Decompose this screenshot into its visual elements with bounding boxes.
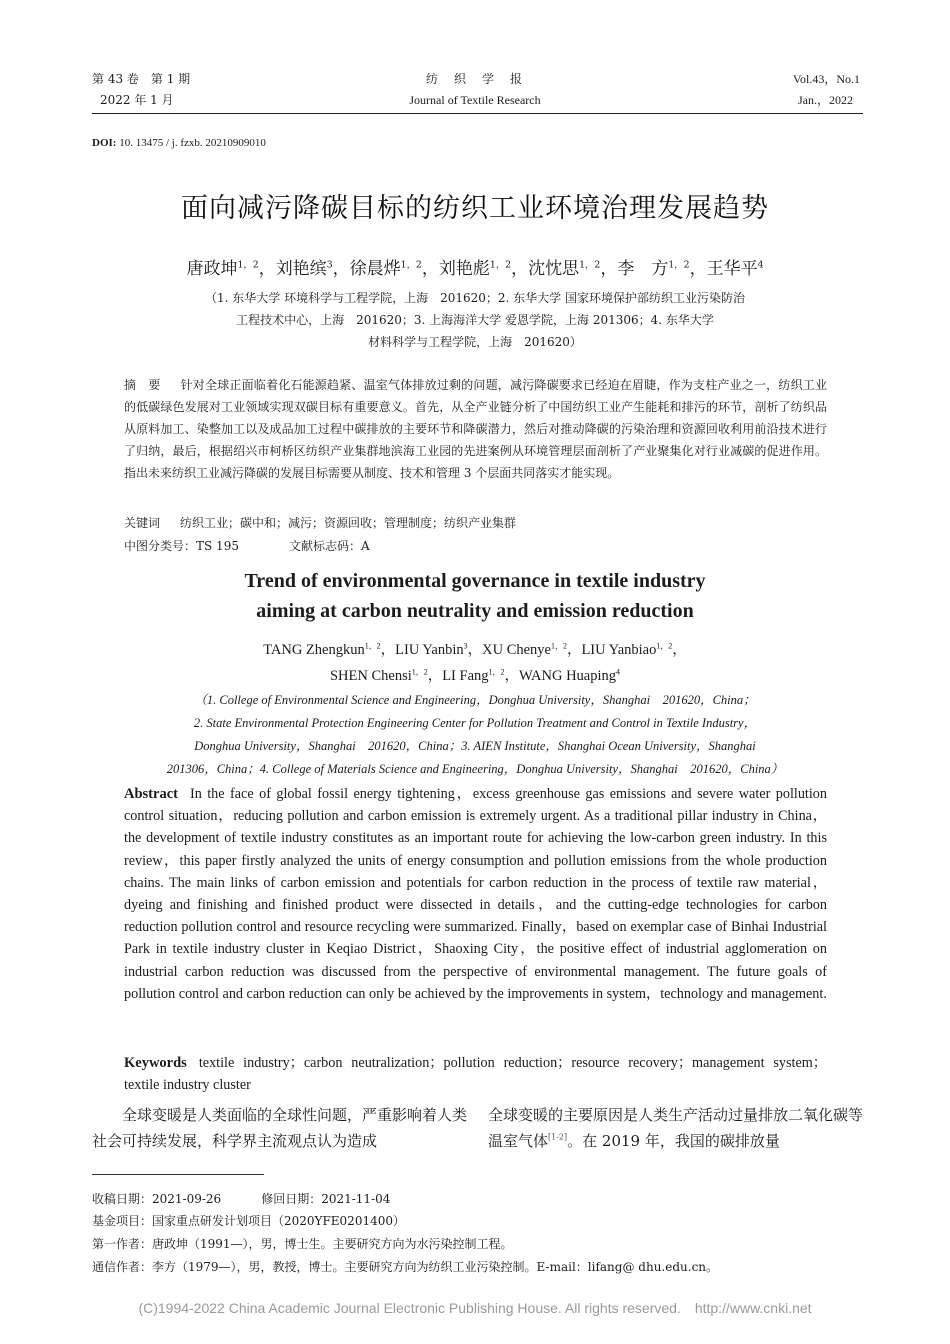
abstract-cn-label: 摘 要 xyxy=(124,378,161,392)
author-affiliation-mark: 1，2 xyxy=(668,259,690,271)
author-affiliation-mark: 1，2 xyxy=(489,259,512,271)
header-month: Jan.，2022 xyxy=(798,93,853,107)
abstract-en xyxy=(124,783,827,1005)
author-list-en xyxy=(0,664,950,685)
author-separator: ， xyxy=(421,259,439,279)
author-separator: ， xyxy=(566,642,582,658)
author-affiliation-mark: 1，2 xyxy=(551,641,567,651)
author-affiliation-mark: 1，2 xyxy=(237,259,259,271)
author-separator: ， xyxy=(511,259,529,279)
author-name: 唐政坤 xyxy=(186,259,238,279)
received-date: 收稿日期：2021-09-26 xyxy=(92,1192,222,1206)
author-separator: ， xyxy=(600,259,618,279)
keywords-en-label: Keywords xyxy=(124,1055,187,1071)
header-issue: 第 43 卷 第 1 期 xyxy=(92,72,191,86)
footnote-rule xyxy=(92,1174,264,1175)
author-separator: ， xyxy=(427,668,443,684)
doc-code-value: A xyxy=(360,539,370,553)
keywords-cn-text: 纺织工业；碳中和；减污；资源回收；管理制度；纺织产业集群 xyxy=(180,516,517,530)
author-name: 刘艳彪 xyxy=(438,259,490,279)
abstract-cn-text: 针对全球正面临着化石能源趋紧、温室气体排放过剩的问题，减污降碳要求已经迫在眉睫，作为支柱产业之一，纺织工业的低碳绿色发展对工业领域实现双碳目标有重要意义。首先，从全产业链分析了中国纺织工业产生能耗和排污的环节，剖析了纺织品从原料加工、染整加工以及成品加工过程中碳排放的主要环节和降碳潜力，然后对推动降碳的污染治理和资源回收利用前沿技术进行了归纳，最后，根据绍兴市柯桥区纺织产业集群地滨海工业园的先进案例从环境管理层面剖析了产业聚集化对行业减碳的促进作用。指出未来纺织工业减污降碳的发展目标需要从制度、技术和管理 3 个层面共同落实才能实现。 xyxy=(124,378,827,480)
author-affiliation-mark: 3 xyxy=(463,641,468,651)
keywords-cn xyxy=(124,512,827,534)
abstract-en-text: In the face of global fossil energy tightening，excess greenhouse gas emissions and severe water pollution control situation，reducing pollution and carbon emission is extremely urgent. As a traditional pillar industry in China，the development of textile industry constitutes as an important route for achieving the low-carbon green industry. In this review，this paper firstly analyzed the units of energy consumption and pollution emissions from the whole production chains. The main links of carbon emission and potentials for carbon reduction in the process of textile raw material，dyeing and finishing and finished product were dissected in details，and the cutting-edge technologies for carbon reduction pollution control and resource recycling were summarized. Finally，based on exemplar case of Binhai Industrial Park in textile industry cluster in Keqiao District，Shaoxing City，the positive effect of industrial agglomeration on industrial carbon reduction was discussed from the perspective of environmental management. The future goals of pollution control and carbon reduction can only be achieved by the improvements in system，technology and management. xyxy=(124,786,827,1002)
affiliation-cn-line: 工程技术中心，上海 201620；3. 上海海洋大学 爱恩学院，上海 201306；4. 东华大学 xyxy=(236,313,714,327)
affiliation-en-line: 201306，China；4. College of Materials Science and Engineering，Donghua University，Shanghai 201620，China） xyxy=(166,762,784,776)
author-name: LIU Yanbiao xyxy=(581,642,657,658)
author-affiliation-mark: 1，2 xyxy=(579,259,601,271)
author-affiliation-mark: 1，2 xyxy=(411,667,428,677)
affiliation-cn-line: 材料科学与工程学院，上海 201620） xyxy=(368,335,582,349)
author-name: 李 方 xyxy=(617,259,669,279)
author-affiliation-mark: 1，2 xyxy=(488,667,505,677)
body-column-left: 全球变暖是人类面临的全球性问题，严重影响着人类社会可持续发展，科学界主流观点认为造成 xyxy=(92,1106,468,1150)
citation-ref[interactable]: [1-2] xyxy=(548,1132,568,1142)
keywords-en xyxy=(124,1052,827,1096)
clc-value: TS 195 xyxy=(196,539,239,553)
footnote-fund: 基金项目：国家重点研发计划项目（2020YFE0201400） xyxy=(92,1214,405,1228)
author-separator: ， xyxy=(258,259,276,279)
author-separator: ， xyxy=(380,642,396,658)
author-affiliation-mark: 1，2 xyxy=(656,641,673,651)
author-name: XU Chenye xyxy=(482,642,551,658)
abstract-en-label: Abstract xyxy=(124,786,178,802)
author-name: 刘艳缤 xyxy=(275,259,327,279)
header-volume: Vol.43，No.1 xyxy=(792,72,860,86)
author-name: 王华平 xyxy=(706,259,758,279)
author-affiliation-mark: 3 xyxy=(326,259,333,271)
author-separator: ， xyxy=(672,642,687,658)
classification-cn xyxy=(124,535,827,557)
page-title-cn: 面向减污降碳目标的纺织工业环境治理发展趋势 xyxy=(181,193,769,224)
header-journal-en: Journal of Textile Research xyxy=(409,93,541,107)
body-column-right: 全球变暖的主要原因是人类生产活动过量排放二氧化碳等温室气体[1-2]。在 2019 年，我国的碳排放量 xyxy=(488,1106,864,1150)
footnote-corresponding: 通信作者：李方（1979—），男，教授，博士。主要研究方向为纺织工业污染控制。E-mail：lifang@ dhu.edu.cn。 xyxy=(92,1260,719,1274)
author-affiliation-mark: 4 xyxy=(616,667,620,677)
author-list-en xyxy=(0,638,950,659)
affiliation-en-line: （1. College of Environmental Science and Engineering，Donghua University，Shanghai 201620，China； xyxy=(194,693,756,707)
author-separator: ， xyxy=(467,642,483,658)
author-affiliation-mark: 1，2 xyxy=(364,641,381,651)
revised-date: 修回日期：2021-11-04 xyxy=(261,1192,391,1206)
author-name: LI Fang xyxy=(442,668,489,684)
author-separator: ， xyxy=(689,259,707,279)
author-list-cn xyxy=(0,254,950,279)
keywords-cn-label: 关键词 xyxy=(124,516,161,530)
author-separator: ， xyxy=(332,259,350,279)
author-name: LIU Yanbin xyxy=(395,642,464,658)
abstract-cn xyxy=(124,374,827,484)
author-name: WANG Huaping xyxy=(518,668,617,684)
copyright-footer: (C)1994-2022 China Academic Journal Electronic Publishing House. All rights reserved. http://www.cnki.net xyxy=(138,1300,812,1316)
footnote-first-author: 第一作者：唐政坤（1991—），男，博士生。主要研究方向为水污染控制工程。 xyxy=(92,1237,513,1251)
author-name: 徐晨烨 xyxy=(349,259,401,279)
doi: DOI: 10. 13475 / j. fzxb. 20210909010 xyxy=(92,137,266,149)
header-rule xyxy=(92,113,863,114)
author-name: SHEN Chensi xyxy=(329,668,412,684)
doc-code-label: 文献标志码： xyxy=(288,539,361,553)
footnote-dates xyxy=(92,1191,390,1207)
author-separator: ， xyxy=(504,668,519,684)
author-name: TANG Zhengkun xyxy=(263,642,365,658)
affiliation-en-line: Donghua University，Shanghai 201620，China；3. AIEN Institute，Shanghai Ocean University，Shanghai xyxy=(194,739,756,753)
page-title-en: Trend of environmental governance in textile industry aiming at carbon neutrality and emission reduction xyxy=(244,570,706,622)
affiliation-cn-line: （1. 东华大学 环境科学与工程学院，上海 201620；2. 东华大学 国家环境保护部纺织工业污染防治 xyxy=(205,291,745,305)
affiliation-en-line: 2. State Environmental Protection Engineering Center for Pollution Treatment and Control in Textile Industry， xyxy=(193,716,757,730)
author-affiliation-mark: 4 xyxy=(757,259,764,271)
clc-label: 中图分类号： xyxy=(124,539,197,553)
header-date: 2022 年 1 月 xyxy=(100,93,174,107)
author-affiliation-mark: 1，2 xyxy=(400,259,422,271)
keywords-en-text: textile industry；carbon neutralization；pollution reduction；resource recovery；management system；textile industry cluster xyxy=(124,1055,827,1093)
header-journal-cn: 纺 织 学 报 xyxy=(425,72,524,86)
author-name: 沈忱思 xyxy=(528,259,580,279)
